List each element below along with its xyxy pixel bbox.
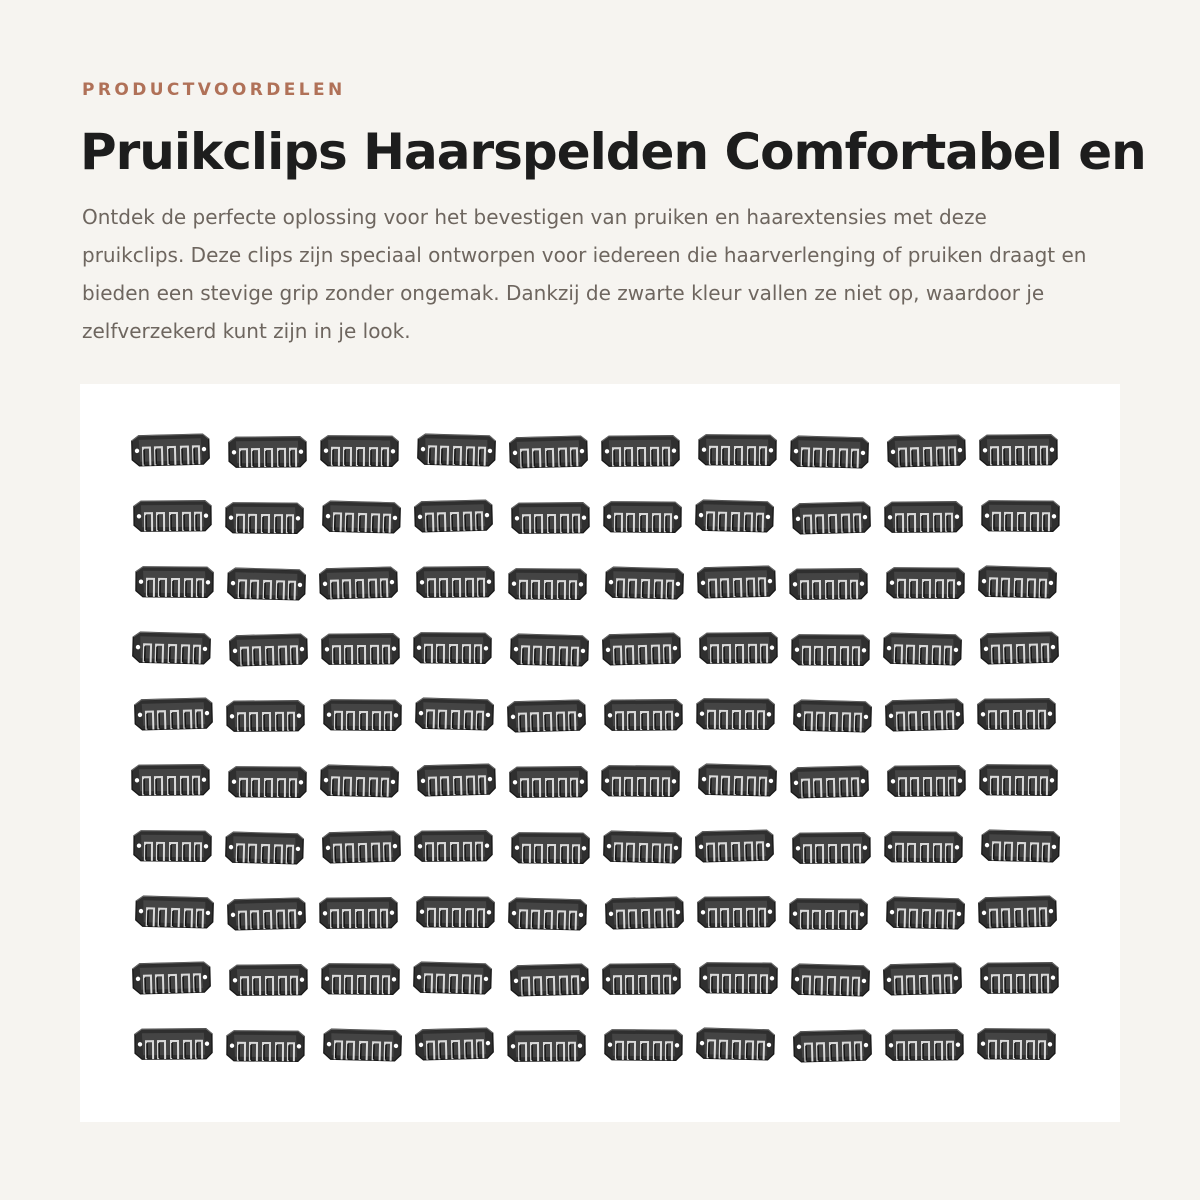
product-description: Ontdek de perfecte oplossing voor het bevestigen van pruiken en haarextensies met deze pruikclips. Deze clips zijn speciaal ontworpen voor iedereen die haarverlenging of pruiken draagt en bieden een stevige grip zonder ongemak. Dankzij de zwarte kleur vallen ze niet op, waardoor je zelfverzekerd kunt zijn in je look. [82,205,1087,343]
hair-clip [134,831,211,862]
hair-clip [791,766,869,798]
hair-clip [509,898,587,930]
hair-clip [229,437,306,468]
hair-clip [511,964,589,996]
hair-clip [885,832,962,863]
hair-clip [133,632,211,664]
hair-clip [790,899,867,930]
hair-clip [230,965,307,996]
hair-clip [133,962,211,994]
hair-clip [699,764,777,796]
hair-clip [320,898,397,929]
hair-clip [228,568,306,600]
hair-clip [418,434,496,466]
hair-clip [979,896,1057,928]
hair-clip [982,830,1060,862]
hair-clip [508,1031,585,1062]
hair-clip [602,436,679,467]
hair-clip [324,1029,402,1061]
hair-clip [793,502,871,534]
eyebrow-label: PRODUCTVOORDELEN [82,80,346,100]
hair-clip [605,1030,682,1061]
hair-clip [605,700,682,731]
hair-clip [321,765,399,797]
hair-clip [790,569,867,600]
hair-clip [226,503,303,534]
hair-clip [136,896,214,928]
hair-clip [414,962,492,994]
hair-clip [322,634,399,665]
hair-clip [134,501,211,532]
hair-clip [887,897,965,929]
hair-clip [699,435,776,466]
hair-clip [793,833,870,864]
hair-clip [226,832,304,864]
hair-clip [791,436,869,468]
hair-clip [887,568,964,599]
hair-clip [700,633,777,664]
hair-clip [886,1030,963,1061]
hair-clip [981,632,1059,664]
hair-clip [227,1031,304,1062]
hair-clip [228,898,306,930]
hair-clip [418,764,496,796]
hair-clip [416,698,494,730]
hair-clip [417,567,494,598]
hair-clip [324,700,401,731]
hair-clip [512,833,589,864]
hair-clip [415,500,493,532]
hair-clip [323,501,401,533]
hair-clip [509,569,586,600]
hair-clip [606,897,684,929]
hair-clip [794,1030,872,1062]
hair-clip [414,633,491,664]
hair-clip [603,964,680,995]
hair-clip [980,765,1057,796]
hair-clip [323,831,401,863]
hair-clip [132,765,209,796]
hair-clip [698,566,776,598]
hair-clip [230,634,308,666]
hair-clip [606,567,684,599]
hair-clip [135,1029,212,1060]
hair-clip [888,766,965,797]
hair-clip [978,1029,1055,1060]
hair-clip [982,501,1059,532]
hair-clip [980,435,1057,466]
hair-clip [604,831,682,863]
hair-clip [416,1028,494,1060]
page-title: Pruikclips Haarspelden Comfortabel en [80,123,1146,181]
hair-clip [886,699,964,731]
hair-clip [696,500,774,532]
hair-clip [696,830,774,862]
hair-clip [508,700,586,732]
hair-clip [132,434,210,466]
hair-clip [792,964,870,996]
hair-clip [511,634,589,666]
hair-clip [602,766,679,797]
hair-clip [135,698,213,730]
hair-clip [322,964,399,995]
hair-clip [697,699,774,730]
hair-clip [227,701,304,732]
hair-clip [792,635,869,666]
hair-clip [510,436,588,468]
hair-clip [698,897,775,928]
hair-clip [697,1028,775,1060]
hair-clip [885,502,962,533]
hair-clip [888,435,966,467]
product-image [80,384,1120,1122]
clip-grid [80,384,1120,1122]
hair-clip [229,767,306,798]
hair-clip [512,503,589,534]
hair-clip [979,566,1057,598]
hair-clip [884,633,962,665]
hair-clip [510,767,587,798]
hair-clip [320,567,398,599]
hair-clip [884,963,962,995]
hair-clip [415,831,492,862]
hair-clip [794,700,872,732]
hair-clip [603,633,681,665]
hair-clip [700,963,777,994]
hair-clip [417,897,494,928]
hair-clip [136,567,213,598]
hair-clip [604,502,681,533]
hair-clip [981,963,1058,994]
hair-clip [321,436,398,467]
hair-clip [978,699,1055,730]
